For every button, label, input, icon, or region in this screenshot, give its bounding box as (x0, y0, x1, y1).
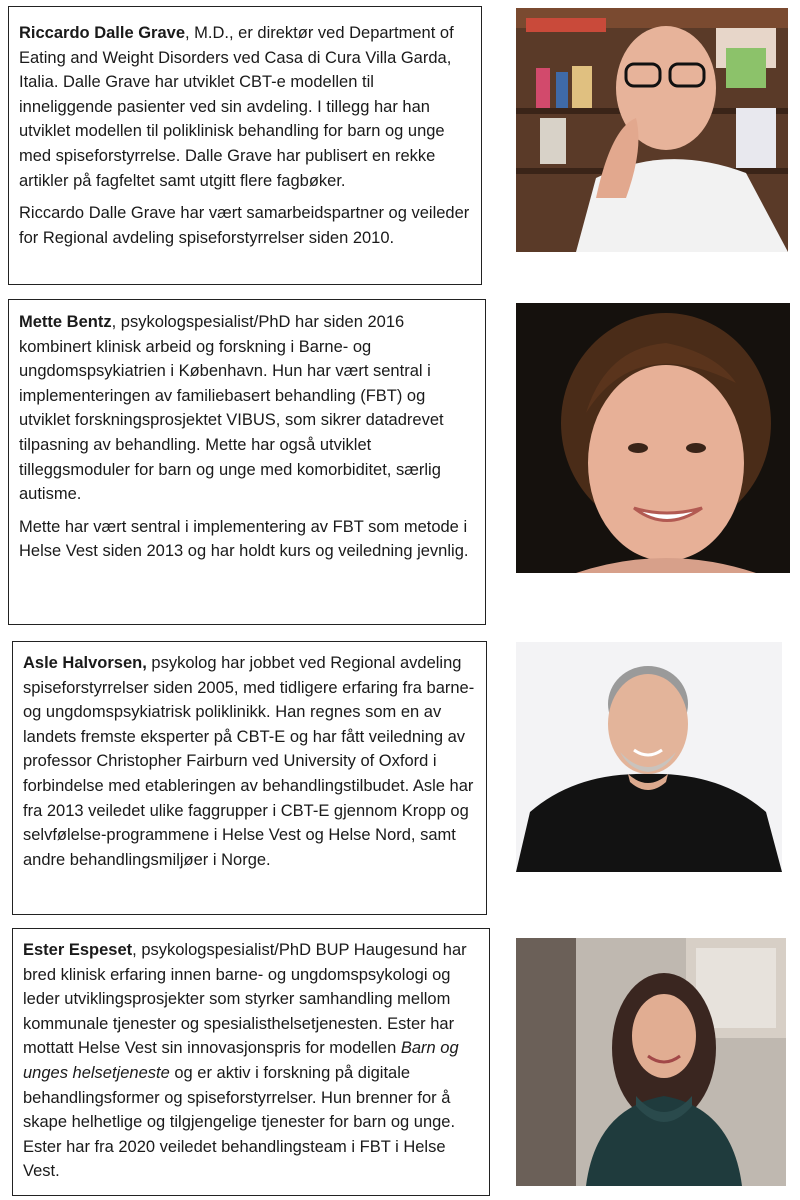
bio-text: og er aktiv i forskning på digitale behandlingsformer og spiseforstyrrelser. Hun brenner for å skape helhetlige og tilgjengelige tjenester for barn og unge. Ester har fra 2020 veiledet behandlingsteam i FBT i Helse Vest. (23, 1063, 456, 1181)
bio-card-riccardo-dalle-grave (8, 6, 482, 285)
portrait-photo-asle-halvorsen (516, 642, 782, 872)
bio-card-asle-halvorsen (12, 641, 487, 915)
portrait-photo-riccardo-dalle-grave (516, 8, 788, 252)
bio-text: psykolog har jobbet ved Regional avdeling spiseforstyrrelser siden 2005, med tidligere erfaring fra barne- og ungdomspsykiatrisk poliklinikk. Han regnes som en av landets fremste eksperter på CBT-E og har fått veiledning av professor Christopher Fairburn ved University of Oxford i forbindelse med etableringen av behandlingstilbudet. Asle har fra 2013 veiledet ulike faggrupper i CBT-E gjennom Kropp og selvfølelse-programmene i Helse Vest og Helse Nord, samt andre behandlingsmiljøer i Norge. (23, 654, 475, 869)
portrait-photo-icon (516, 8, 788, 252)
portrait-photo-icon (516, 938, 786, 1186)
person-name: Mette Bentz (19, 313, 112, 331)
person-name: Ester Espeset (23, 941, 133, 959)
person-name: Asle Halvorsen, (23, 654, 147, 672)
portrait-photo-ester-espeset (516, 938, 786, 1186)
bio-paragraph: Riccardo Dalle Grave har vært samarbeidspartner og veileder for Regional avdeling spiseforstyrrelser siden 2010. (19, 204, 470, 247)
portrait-photo-icon (516, 642, 782, 872)
bio-text: , psykologspesialist/PhD har siden 2016 kombinert klinisk arbeid og forskning i Barne- og ungdomspsykiatrien i København. Hun har vært sentral i implementeringen av familiebasert behandling (FBT) og utviklet forskningsprosjektet VIBUS, som sikrer datadrevet tilpasning av behandling. Mette har også utviklet tilleggsmoduler for barn og unge med komorbiditet, særlig autisme. (19, 313, 444, 504)
bio-card-mette-bentz (8, 299, 486, 625)
bio-paragraph (23, 651, 476, 872)
bio-text: , psykologspesialist/PhD BUP Haugesund har bred klinisk erfaring innen barne- og ungdomspsykologi og leder utviklingsprosjekter som styrker samhandling mellom kommunale tjenester og spesialisthelsetjenesten. Ester har mottatt Helse Vest sin innovasjonspris for modellen (23, 941, 467, 1058)
bio-text-italic: Barn og unges helsetjeneste (23, 1039, 459, 1082)
portrait-photo-icon (516, 303, 790, 573)
bio-paragraph (19, 310, 475, 507)
portrait-photo-mette-bentz (516, 303, 790, 573)
bio-card-ester-espeset (12, 928, 490, 1196)
person-name: Riccardo Dalle Grave (19, 24, 185, 42)
bio-paragraph (23, 938, 479, 1184)
bio-paragraph (19, 21, 471, 193)
bio-paragraph: Mette har vært sentral i implementering av FBT som metode i Helse Vest siden 2013 og har holdt kurs og veiledning jevnlig. (19, 517, 469, 561)
bio-text: , M.D., er direktør ved Department of Eating and Weight Disorders ved Casa di Cura Villa Garda, Italia. Dalle Grave har utviklet CBT-e modellen til inneliggende pasienter ved sin avdeling. I tillegg har han utviklet modellen til poliklinisk behandling for barn og unge med spiseforstyrrelse. Dalle Grave har publisert en rekke artikler på fagfeltet samt utgitt flere fagbøker. (19, 24, 454, 190)
